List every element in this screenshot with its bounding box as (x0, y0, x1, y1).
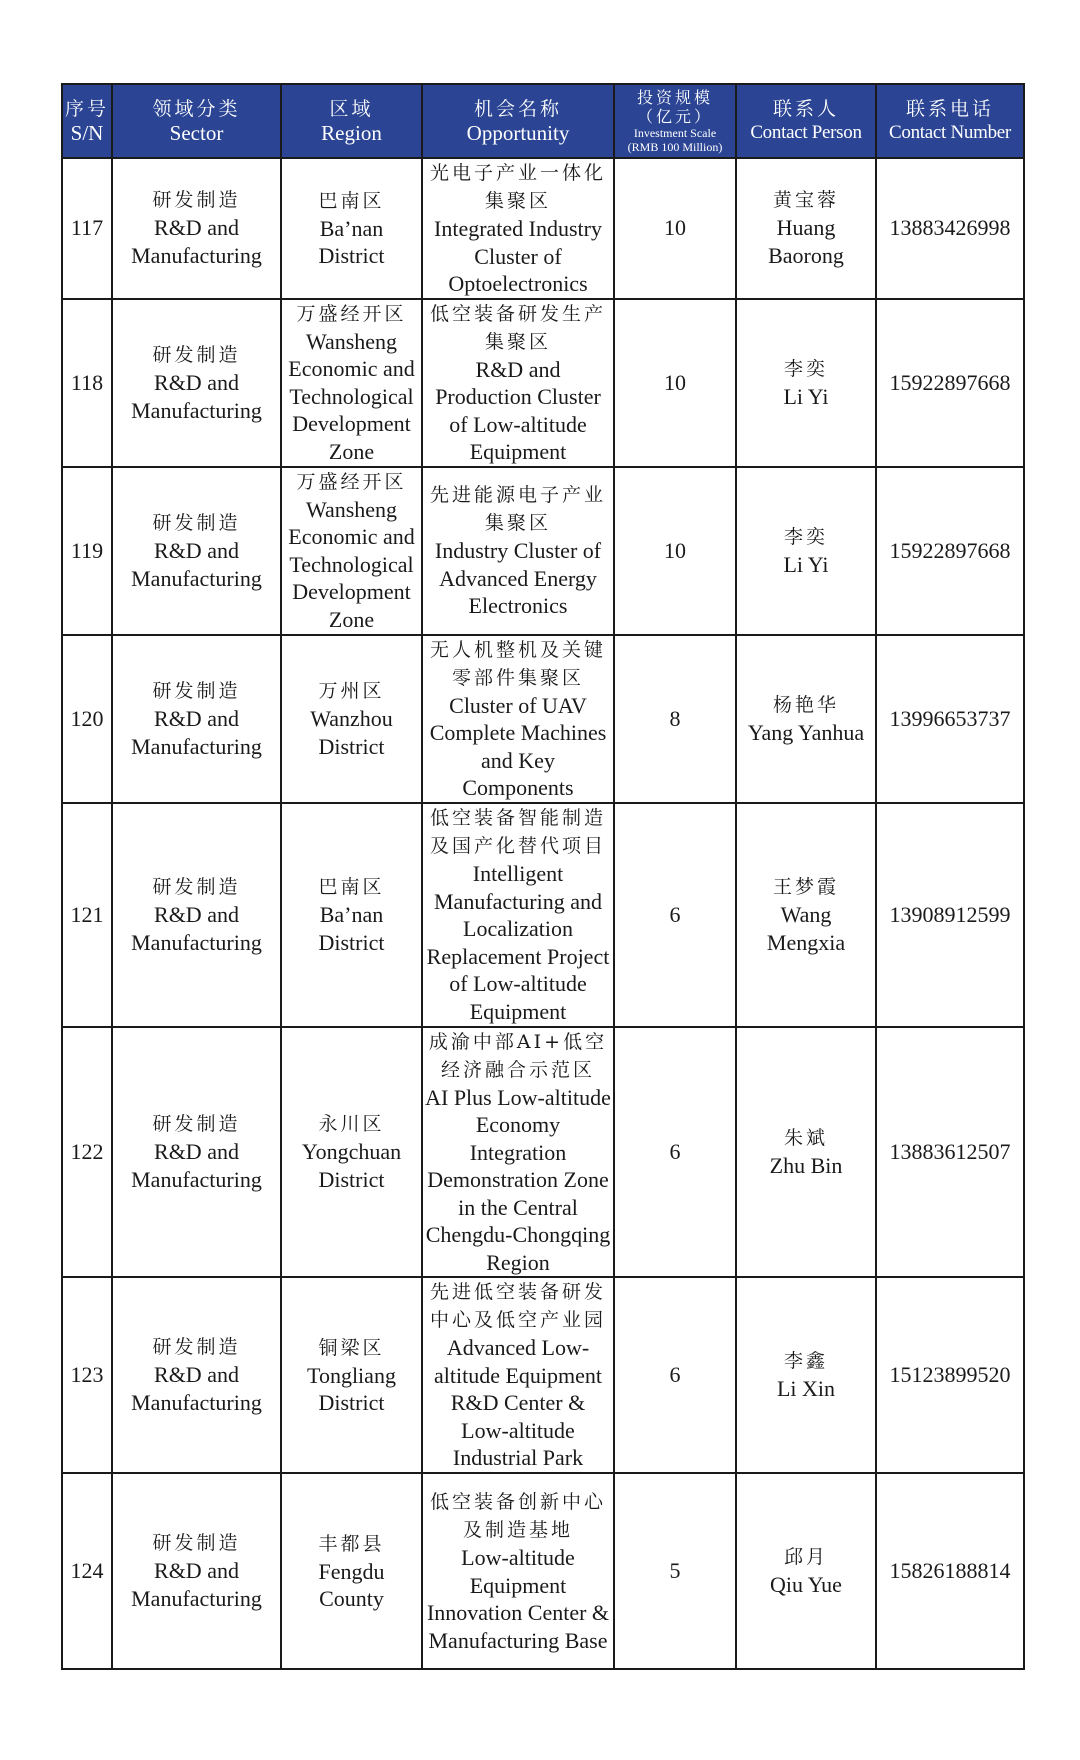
cell-sn: 117 (62, 158, 112, 299)
cell-opportunity (422, 467, 614, 635)
cell-opportunity-en: Industry Cluster of Advanced Energy Electronics (434, 538, 602, 619)
table-row (62, 1277, 1024, 1473)
cell-phone: 15826188814 (876, 1473, 1024, 1669)
header-opportunity-en: Opportunity (466, 121, 570, 145)
cell-phone: 13996653737 (876, 635, 1024, 803)
cell-contact-zh: 李鑫 (783, 1350, 828, 1372)
cell-region-en: Wanzhou District (310, 706, 393, 759)
header-sector-zh: 领域分类 (152, 98, 241, 120)
opportunity-table (61, 83, 1025, 1670)
cell-contact (736, 803, 876, 1027)
cell-contact (736, 467, 876, 635)
cell-region-en: Ba’nan District (318, 902, 385, 955)
cell-region-zh: 巴南区 (318, 876, 385, 898)
cell-opportunity-zh: 无人机整机及关键零部件集聚区 (429, 638, 606, 689)
cell-opportunity (422, 1277, 614, 1473)
cell-investment: 10 (614, 467, 736, 635)
cell-contact (736, 1027, 876, 1278)
header-investment-zh-1: 投资规模 (636, 88, 713, 107)
table-row (62, 467, 1024, 635)
cell-investment: 5 (614, 1473, 736, 1669)
cell-sn: 123 (62, 1277, 112, 1473)
cell-opportunity-en: Advanced Low-altitude Equipment R&D Center & Low-altitude Industrial Park (433, 1335, 603, 1471)
cell-contact-en: Li Yi (783, 551, 829, 577)
cell-contact-en: Zhu Bin (769, 1152, 843, 1178)
cell-sn: 124 (62, 1473, 112, 1669)
cell-opportunity-zh: 低空装备智能制造及国产化替代项目 (429, 807, 606, 857)
cell-phone: 13883612507 (876, 1027, 1024, 1278)
cell-region-en: Tongliang District (307, 1362, 396, 1415)
cell-investment: 10 (614, 158, 736, 299)
cell-opportunity-zh: 光电子产业一体化集聚区 (429, 162, 606, 212)
cell-sn: 119 (62, 467, 112, 635)
cell-contact-en: Huang Baorong (768, 215, 844, 269)
table-body (62, 158, 1024, 1669)
header-phone-en: Contact Number (889, 122, 1011, 143)
cell-opportunity (422, 299, 614, 467)
cell-sector-zh: 研发制造 (152, 1336, 241, 1358)
table-row (62, 1027, 1024, 1278)
cell-phone: 15922897668 (876, 299, 1024, 467)
cell-region (281, 299, 422, 467)
cell-contact (736, 635, 876, 803)
cell-opportunity-en: R&D and Production Cluster of Low-altitude Equipment (435, 356, 601, 464)
cell-investment: 6 (614, 803, 736, 1027)
cell-investment: 6 (614, 1027, 736, 1278)
cell-sector-zh: 研发制造 (152, 1112, 241, 1135)
cell-sector (112, 635, 281, 803)
cell-region-en: Ba’nan District (318, 215, 385, 269)
cell-contact-zh: 朱斌 (783, 1126, 828, 1149)
cell-sector-zh: 研发制造 (152, 875, 241, 898)
cell-phone: 13883426998 (876, 158, 1024, 299)
cell-sector-en: R&D and Manufacturing (131, 705, 262, 759)
header-row (62, 84, 1024, 158)
cell-opportunity-zh: 先进低空装备研发中心及低空产业园 (429, 1281, 606, 1332)
cell-region-en: Wansheng Economic and Technological Development Zone (288, 328, 415, 464)
cell-contact-zh: 邱月 (783, 1546, 828, 1568)
cell-sector (112, 158, 281, 299)
cell-region-zh: 永川区 (318, 1113, 385, 1136)
cell-region-en: Yongchuan District (301, 1139, 402, 1192)
cell-region-zh: 丰都县 (318, 1532, 385, 1555)
cell-contact (736, 1277, 876, 1473)
opportunity-table-container (61, 83, 1023, 1670)
cell-region-en: Fengdu County (318, 1558, 385, 1611)
cell-sector-en: R&D and Manufacturing (131, 1558, 262, 1611)
cell-opportunity (422, 803, 614, 1027)
header-investment-en-2: (RMB 100 Million) (627, 140, 723, 154)
table-row (62, 299, 1024, 467)
cell-opportunity-en: Integrated Industry Cluster of Optoelectronics (434, 216, 602, 296)
cell-sector-zh: 研发制造 (152, 1532, 241, 1554)
cell-region (281, 803, 422, 1027)
cell-region-zh: 万盛经开区 (296, 302, 407, 325)
cell-contact (736, 158, 876, 299)
cell-opportunity (422, 158, 614, 299)
header-phone-zh: 联系电话 (905, 98, 994, 120)
cell-opportunity-zh: 先进能源电子产业集聚区 (429, 484, 606, 535)
cell-sector (112, 1027, 281, 1278)
cell-contact-zh: 王梦霞 (772, 875, 839, 898)
cell-region-zh: 铜梁区 (318, 1336, 385, 1359)
header-sector (112, 84, 281, 158)
header-sn (62, 84, 112, 158)
cell-investment: 8 (614, 635, 736, 803)
header-opportunity-zh: 机会名称 (473, 98, 562, 120)
cell-sector-en: R&D and Manufacturing (131, 369, 262, 423)
table-row (62, 158, 1024, 299)
cell-contact-en: Qiu Yue (770, 1572, 842, 1597)
cell-opportunity (422, 1473, 614, 1669)
cell-phone: 15922897668 (876, 467, 1024, 635)
cell-investment: 10 (614, 299, 736, 467)
cell-sector-zh: 研发制造 (152, 189, 241, 212)
cell-phone: 15123899520 (876, 1277, 1024, 1473)
header-region (281, 84, 422, 158)
cell-contact-zh: 李奕 (783, 525, 828, 548)
cell-opportunity (422, 635, 614, 803)
cell-region (281, 158, 422, 299)
cell-contact-en: Wang Mengxia (766, 901, 846, 955)
cell-sector-zh: 研发制造 (152, 679, 241, 702)
cell-contact-zh: 李奕 (783, 357, 828, 380)
header-phone (876, 84, 1024, 158)
cell-contact-en: Li Xin (776, 1376, 836, 1401)
cell-region (281, 1277, 422, 1473)
cell-sector-en: R&D and Manufacturing (131, 1138, 262, 1192)
cell-region (281, 635, 422, 803)
header-sector-en: Sector (169, 121, 224, 145)
table-row (62, 635, 1024, 803)
cell-sector (112, 803, 281, 1027)
header-contact (736, 84, 876, 158)
cell-sn: 120 (62, 635, 112, 803)
cell-opportunity-zh: 成渝中部AI+低空经济融合示范区 (428, 1030, 608, 1081)
cell-investment: 6 (614, 1277, 736, 1473)
cell-sector (112, 299, 281, 467)
cell-region-zh: 万州区 (318, 680, 385, 702)
cell-sn: 121 (62, 803, 112, 1027)
cell-opportunity-zh: 低空装备创新中心及制造基地 (429, 1491, 606, 1541)
cell-contact-zh: 杨艳华 (772, 693, 839, 716)
cell-sector-en: R&D and Manufacturing (131, 215, 262, 269)
cell-contact-en: Li Yi (783, 383, 829, 409)
cell-region-en: Wansheng Economic and Technological Development Zone (288, 496, 415, 632)
header-region-zh: 区域 (329, 98, 374, 120)
table-header (62, 84, 1024, 158)
header-contact-zh: 联系人 (772, 98, 839, 120)
cell-opportunity-en: Intelligent Manufacturing and Localization Replacement Project of Low-altitude Equipment (426, 861, 610, 1024)
cell-region-zh: 巴南区 (318, 189, 385, 212)
cell-region (281, 1027, 422, 1278)
cell-opportunity-zh: 低空装备研发生产集聚区 (429, 302, 606, 353)
header-sn-zh: 序号 (65, 98, 110, 120)
table-row (62, 1473, 1024, 1669)
cell-sector-en: R&D and Manufacturing (131, 1362, 262, 1415)
table-row (62, 803, 1024, 1027)
cell-sn: 122 (62, 1027, 112, 1278)
cell-opportunity (422, 1027, 614, 1278)
cell-opportunity-en: Cluster of UAV Complete Machines and Key Components (429, 692, 607, 800)
cell-sector-en: R&D and Manufacturing (131, 901, 262, 955)
header-contact-en: Contact Person (750, 122, 862, 143)
cell-sn: 118 (62, 299, 112, 467)
header-region-en: Region (321, 121, 382, 145)
header-investment-en-1: Investment Scale (633, 126, 717, 140)
cell-contact (736, 299, 876, 467)
header-investment-zh-2: （亿元） (636, 107, 713, 126)
header-investment (614, 84, 736, 158)
cell-contact-zh: 黄宝蓉 (772, 189, 839, 212)
cell-region (281, 1473, 422, 1669)
cell-opportunity-en: AI Plus Low-altitude Economy Integration Demonstration Zone in the Central Chengdu-Chongqing Region (425, 1084, 611, 1275)
cell-phone: 13908912599 (876, 803, 1024, 1027)
cell-contact (736, 1473, 876, 1669)
header-opportunity (422, 84, 614, 158)
cell-region-zh: 万盛经开区 (296, 470, 407, 493)
header-sn-en: S/N (70, 121, 104, 145)
cell-sector-en: R&D and Manufacturing (131, 537, 262, 591)
cell-sector (112, 1473, 281, 1669)
cell-sector (112, 1277, 281, 1473)
cell-sector-zh: 研发制造 (152, 511, 241, 534)
cell-sector (112, 467, 281, 635)
cell-opportunity-en: Low-altitude Equipment Innovation Center & Manufacturing Base (426, 1545, 610, 1653)
cell-contact-en: Yang Yanhua (747, 719, 865, 745)
cell-sector-zh: 研发制造 (152, 343, 241, 366)
cell-region (281, 467, 422, 635)
